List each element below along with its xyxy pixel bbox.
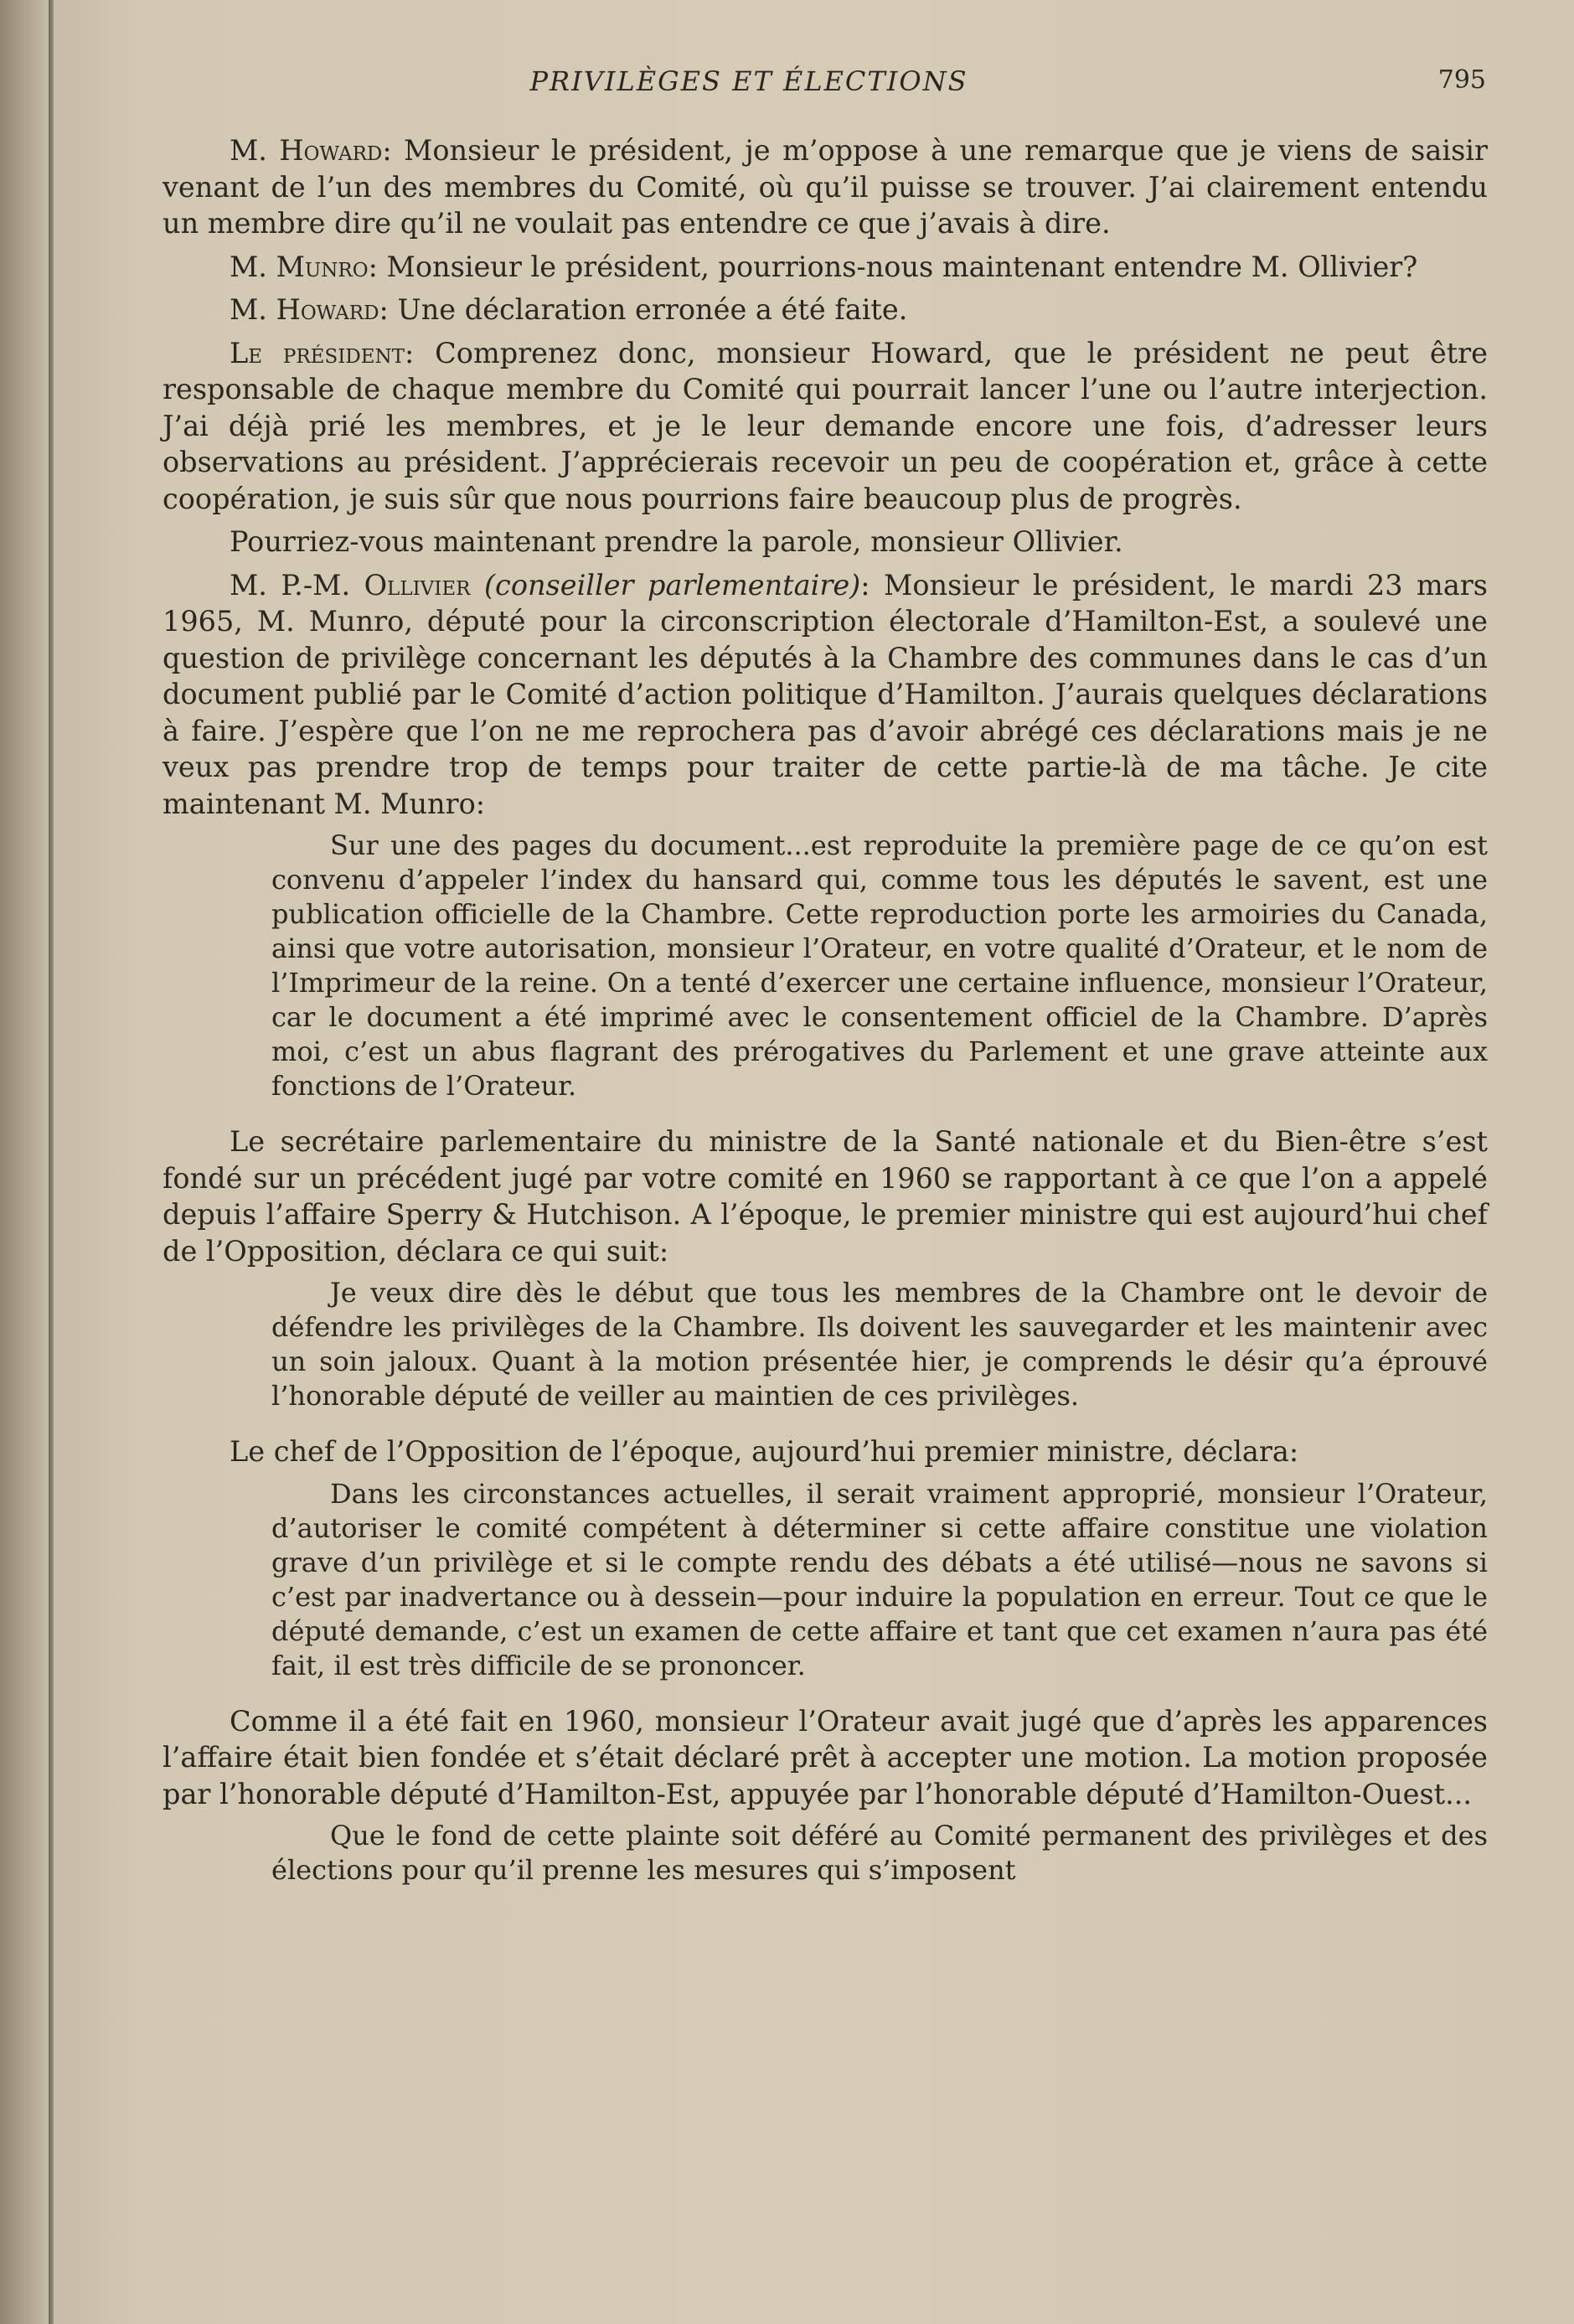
paragraph-text: : Monsieur le président, je m’oppose à une remarque que je viens de saisir venant de l’un des membres du Comité, où qu’il puisse se trouver. J’ai clairement entendu un membre dire qu’il ne voulait pas entendre ce que j’avais à dire. [163,134,1488,240]
quote-chef-opposition: Dans les circonstances actuelles, il serait vraiment approprié, monsieur l’Orateur, d’autoriser le comité compétent à déterminer si cette affaire constitue une violation grave d’un privilège et si le compte rendu des débats a été utilisé—nous ne savons si c’est par inadvertance ou à dessein—pour induire la population en erreur. Tout ce que le député demande, c’est un examen de cette affaire et tant que cet examen n’aura pas été fait, il est très difficile de se prononcer. [271,1477,1488,1681]
quote-premier-ministre: Je veux dire dès le début que tous les membres de la Chambre ont le devoir de défendre les privilèges de la Chambre. Ils doivent les sauvegarder et les maintenir avec un soin jaloux. Quant à la motion présentée hier, je comprends le désir qu’a éprouvé l’honorable député de veiller au maintien de ces privilèges. [271,1277,1488,1412]
quote-munro: Sur une des pages du document...est reproduite la première page de ce qu’on est convenu d’appeler l’index du hansard qui, comme tous les députés le savent, est une publication officielle de la Chambre. Cette reproduction porte les armoiries du Canada, ainsi que votre autorisation, monsieur l’Orateur, en votre qualité d’Orateur, et le nom de l’Imprimeur de la reine. On a tenté d’exercer une certaine influence, monsieur l’Orateur, car le document a été imprimé avec le consentement officiel de la Chambre. D’après moi, c’est un abus flagrant des prérogatives du Parlement et une grave atteinte aux fonctions de l’Orateur. [271,829,1488,1102]
paragraph-text: : Monsieur le président, le mardi 23 mars 1965, M. Munro, député pour la circonscription électorale d’Hamilton-Est, a soulevé une question de privilège concernant les députés à la Chambre des communes dans le cas d’un document publié par le Comité d’action politique d’Hamilton. J’aurais quelques déclarations à faire. J’espère que l’on ne me reprochera pas d’avoir abrégé ces déclarations mais je ne veux pas prendre trop de temps pour traiter de cette partie-là de ma tâche. Je cite maintenant M. Munro: [163,568,1488,820]
speaker-name: M. Howard [230,134,383,167]
speaker-name: M. P.-M. Ollivier [230,568,471,602]
paragraph-secretaire: Le secrétaire parlementaire du ministre de la Santé nationale et du Bien-être s’est fondé sur un précédent jugé par votre comité en 1960 se rapportant à ce que l’on a appelé depuis l’affaire Sperry & Hutchison. A l’époque, le premier ministre qui est aujourd’hui chef de l’Opposition, déclara ce qui suit: [163,1125,1488,1268]
quote-motion: Que le fond de cette plainte soit déféré au Comité permanent des privilèges et des élections pour qu’il prenne les mesures qui s’imposent [271,1820,1488,1886]
paragraph-text: Pourriez-vous maintenant prendre la parole, monsieur Ollivier. [230,525,1123,558]
paragraph-invitation [163,524,1488,560]
paragraph-text: : Une déclaration erronée a été faite. [379,293,908,326]
book-page [54,0,1574,2324]
paragraph-howard-1 [163,132,1488,242]
paragraph-president [163,335,1488,518]
paragraph-munro [163,249,1488,286]
paragraph-ollivier [163,567,1488,823]
paragraph-text: : Comprenez donc, monsieur Howard, que le président ne peut être responsable de chaque membre du Comité qui pourrait lancer l’une ou l’autre interjection. J’ai déjà prié les membres, et je le leur demande encore une fois, d’adresser leurs observations au président. J’apprécierais recevoir un peu de coopération et, grâce à cette coopération, je suis sûr que nous pourrions faire beaucoup plus de progrès. [163,336,1488,515]
speaker-name: M. Howard [230,293,379,326]
book-gutter [0,0,52,2324]
paragraph-howard-2 [163,292,1488,328]
running-head [163,65,1486,107]
paragraph-1960: Comme il a été fait en 1960, monsieur l’Orateur avait jugé que d’après les apparences l’affaire était bien fondée et s’était déclaré prêt à accepter une motion. La motion proposée par l’honorable député d’Hamilton-Est, appuyée par l’honorable député d’Hamilton-Ouest... [163,1704,1488,1810]
page-number: 795 [1437,65,1486,95]
speaker-name: Le président [230,336,405,369]
speaker-name: M. Munro [230,250,369,283]
page-body [163,132,1488,1888]
paragraph-text: : Monsieur le président, pourrions-nous maintenant entendre M. Ollivier? [368,250,1418,283]
speaker-role: (conseiller parlementaire) [483,568,861,602]
running-title: PRIVILÈGES ET ÉLECTIONS [529,65,968,97]
paragraph-chef-opposition: Le chef de l’Opposition de l’époque, aujourd’hui premier ministre, déclara: [230,1435,1299,1468]
